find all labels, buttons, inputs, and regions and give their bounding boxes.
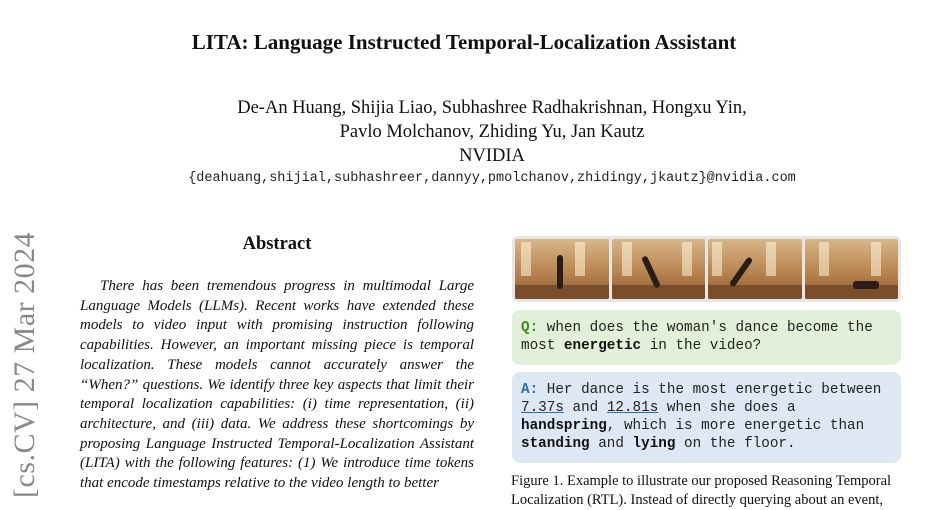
- answer-keyword: lying: [632, 436, 676, 452]
- answer-bubble: [512, 372, 901, 463]
- authors-line-2: Pavlo Molchanov, Zhiding Yu, Jan Kautz: [339, 122, 645, 142]
- author-emails: {deahuang,shijial,subhashreer,dannyy,pmolchanov,zhidingy,jkautz}@nvidia.com: [188, 171, 796, 186]
- answer-text: Her dance is the most energetic between: [538, 382, 882, 398]
- video-frame: [515, 239, 609, 299]
- answer-keyword: standing: [521, 436, 590, 452]
- question-text: when does the woman's dance become the most: [521, 320, 873, 354]
- answer-text: and: [563, 400, 607, 416]
- teaser-figure: [512, 236, 901, 463]
- answer-label: A:: [521, 382, 539, 398]
- abstract-text: There has been tremendous progress in multimodal Large Language Models (LLMs). Recent works have extended these models to video input with promising instruction following capabilities. However, an important missing piece is temporal localization. These models cannot accurately answer the “When?” questions. We identify three key aspects that limit their temporal localization capabilities: (i) time representation, (ii) architecture, and (iii) data. We address these shortcomings by proposing Language Instructed Temporal-Localization Assistant (LITA) with the following features: (1) We introduce time tokens that encode timestamps relative to the video length to better: [80, 278, 474, 492]
- answer-text: , which is more energetic than: [606, 418, 865, 434]
- timestamp-start: 7.37s: [521, 400, 564, 416]
- answer-text: on the floor.: [675, 436, 796, 452]
- question-label: Q:: [521, 320, 539, 336]
- answer-text: when she does a: [658, 400, 796, 416]
- affiliation: NVIDIA: [459, 146, 525, 166]
- question-keyword: energetic: [563, 338, 642, 354]
- abstract-body: [80, 277, 474, 494]
- abstract-heading: Abstract: [242, 234, 312, 254]
- video-frame: [612, 239, 706, 299]
- author-block: [0, 96, 928, 168]
- authors-line-1: De-An Huang, Shijia Liao, Subhashree Radhakrishnan, Hongxu Yin,: [237, 98, 747, 118]
- video-frames: [512, 236, 901, 302]
- timestamp-end: 12.81s: [606, 400, 659, 416]
- figure-caption: Figure 1. Example to illustrate our proposed Reasoning Temporal Localization (RTL). Instead of directly querying about an event,: [511, 473, 892, 508]
- video-frame: [805, 239, 899, 299]
- question-text-end: in the video?: [641, 338, 762, 354]
- answer-text: and: [589, 436, 633, 452]
- question-bubble: [512, 310, 901, 365]
- paper-title: LITA: Language Instructed Temporal-Localization Assistant: [191, 30, 737, 54]
- video-frame: [708, 239, 802, 299]
- arxiv-stamp: [cs.CV] 27 Mar 2024: [8, 231, 41, 498]
- answer-keyword: handspring: [521, 418, 607, 434]
